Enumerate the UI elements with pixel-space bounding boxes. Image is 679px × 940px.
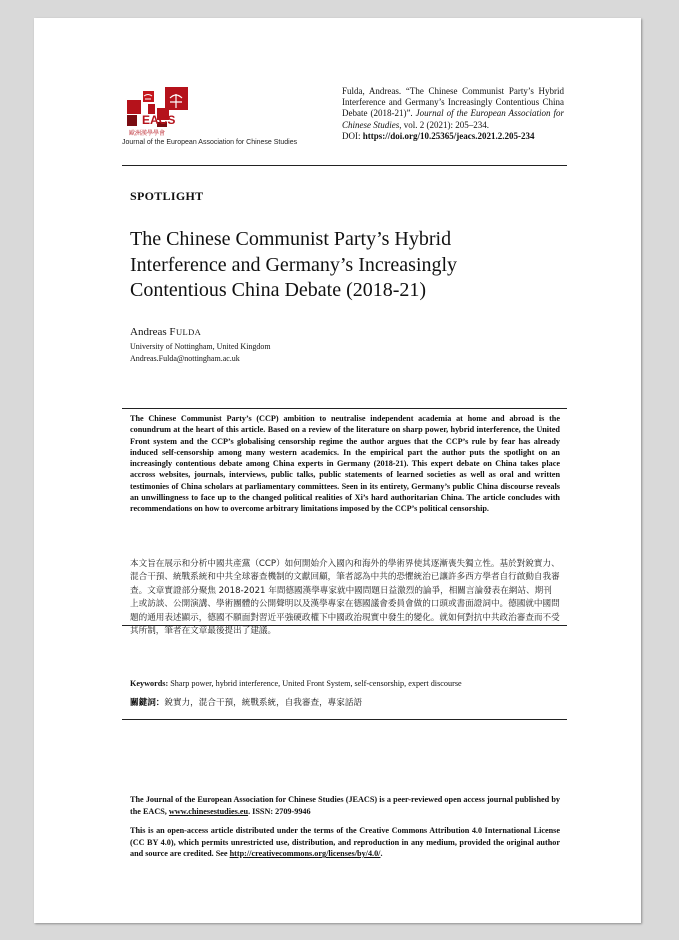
doi-label: DOI: bbox=[342, 130, 361, 141]
abstract-bottom-divider bbox=[122, 625, 567, 626]
author-affiliation: University of Nottingham, United Kingdom bbox=[130, 342, 271, 351]
keywords-divider bbox=[122, 719, 567, 720]
author-last-name bbox=[169, 327, 201, 337]
logo-chinese-name: 歐洲漢學學會 bbox=[129, 130, 166, 137]
license-end: . bbox=[380, 849, 383, 859]
article-title: The Chinese Communist Party’s Hybrid Interference and Germany’s Increasingly Contentious China Debate (2018-21) bbox=[130, 228, 458, 301]
header-divider bbox=[122, 165, 567, 166]
keywords-list: Sharp power, hybrid interference, United Front System, self-censorship, expert discourse bbox=[170, 679, 462, 688]
abstract-english: The Chinese Communist Party’s (CCP) ambition to neutralise independent academia at home and abroad is the conundrum at the heart of this article. Based on a review of the literature on sharp power, hybrid interference, the United Front system and the CCP’s globalising censorship regime the author argues that the CCP’s rule by fear has already induced self-censorship among many western academics. In the empirical part the author puts the spotlight on an increasingly contentious debate among China experts in Germany (2018-21). This expert debate on China takes place accross websites, journals, interviews, public talks, public statements of learned societies as well as oral and written testimonies of China scholars at parliamentary committees. Seen in its entirety, Germany’s public China discourse reveals an unwillingness to face up to the changed political realities of Xi’s hard authoritarian China. The article concludes with recommendations on how to overcome arbitrary limitations imposed by the CCP’s political censorship. bbox=[130, 414, 560, 514]
author-name bbox=[130, 326, 201, 338]
license-link[interactable]: http://creativecommons.org/licenses/by/4.0/ bbox=[229, 849, 381, 859]
journal-name: Journal of the European Association for Chinese Studies bbox=[122, 139, 298, 146]
journal-info-note bbox=[130, 794, 560, 817]
doi-link[interactable]: https://doi.org/10.25365/jeacs.2021.2.205-234 bbox=[362, 130, 535, 141]
eacs-website-link[interactable]: www.chinesestudies.eu bbox=[168, 806, 249, 816]
journal-page bbox=[34, 18, 641, 923]
keywords-chinese bbox=[130, 696, 560, 708]
keywords-label: Keywords: bbox=[130, 679, 169, 688]
journal-issn: . ISSN: 2709-9946 bbox=[248, 806, 311, 816]
section-label: SPOTLIGHT bbox=[130, 189, 204, 203]
citation-journal: Journal of the European Association for Chinese Studies bbox=[342, 108, 564, 130]
abstract-chinese: 本文旨在展示和分析中國共產黨（CCP）如何開始介入國內和海外的學術界使其逐漸喪失獨立性。基於對銳實力、混合干預、統戰系統和中共全球審查機制的文獻回顧，筆者認為中共的恐懼統治已讓許多西方學者自行啟動自我審查。文章實證部分聚焦 2018-2021 年間德國漢學專家就中國問題日益激烈的論爭，相關言論發表在網站、期刊上或訪談、公開演講、學術團體的公開聲明以及漢學專家在德國議會委員會做的口頭或書面證詞中。德國就中國問題的通用表述顯示，德國不願面對習近平強硬政權下中國政治現實中發生的變化。就如何對抗中共政治審查而不受其所制，筆者在文章最後提出了建議。 bbox=[130, 559, 560, 637]
citation-block bbox=[342, 86, 564, 142]
keywords-english bbox=[130, 679, 560, 688]
logo-wordmark: EACS bbox=[142, 113, 176, 127]
license-text: This is an open-access article distributed under the terms of the Creative Commons Attribution 4.0 International License (CC BY 4.0), which permits unrestricted use, distribution, and reproduction in any medium, provided the original author and source are credited. See bbox=[130, 826, 560, 859]
journal-info-text: The Journal of the European Association for Chinese Studies (JEACS) is a peer-reviewed open access journal published by the EACS, bbox=[130, 795, 560, 816]
author-first-name: Andreas bbox=[130, 326, 167, 338]
author-last-name-text: FULDA bbox=[169, 326, 202, 338]
author-affiliation-block bbox=[130, 341, 271, 365]
abstract-top-divider bbox=[122, 408, 567, 409]
author-email[interactable]: Andreas.Fulda@nottingham.ac.uk bbox=[130, 354, 240, 363]
license-note bbox=[130, 825, 560, 860]
citation-authors-title: Fulda, Andreas. “The Chinese Communist Party’s Hybrid Interference and Germany’s Increasingly Contentious China Debate (2018-21)”. bbox=[342, 86, 564, 119]
keywords-zh-list: 銳實力，混合干預，統戰系統，自我審查，專家話語 bbox=[164, 698, 363, 708]
keywords-zh-label: 關鍵詞： bbox=[130, 698, 165, 708]
citation-volume: , vol. 2 (2021): 205–234. bbox=[399, 119, 489, 130]
